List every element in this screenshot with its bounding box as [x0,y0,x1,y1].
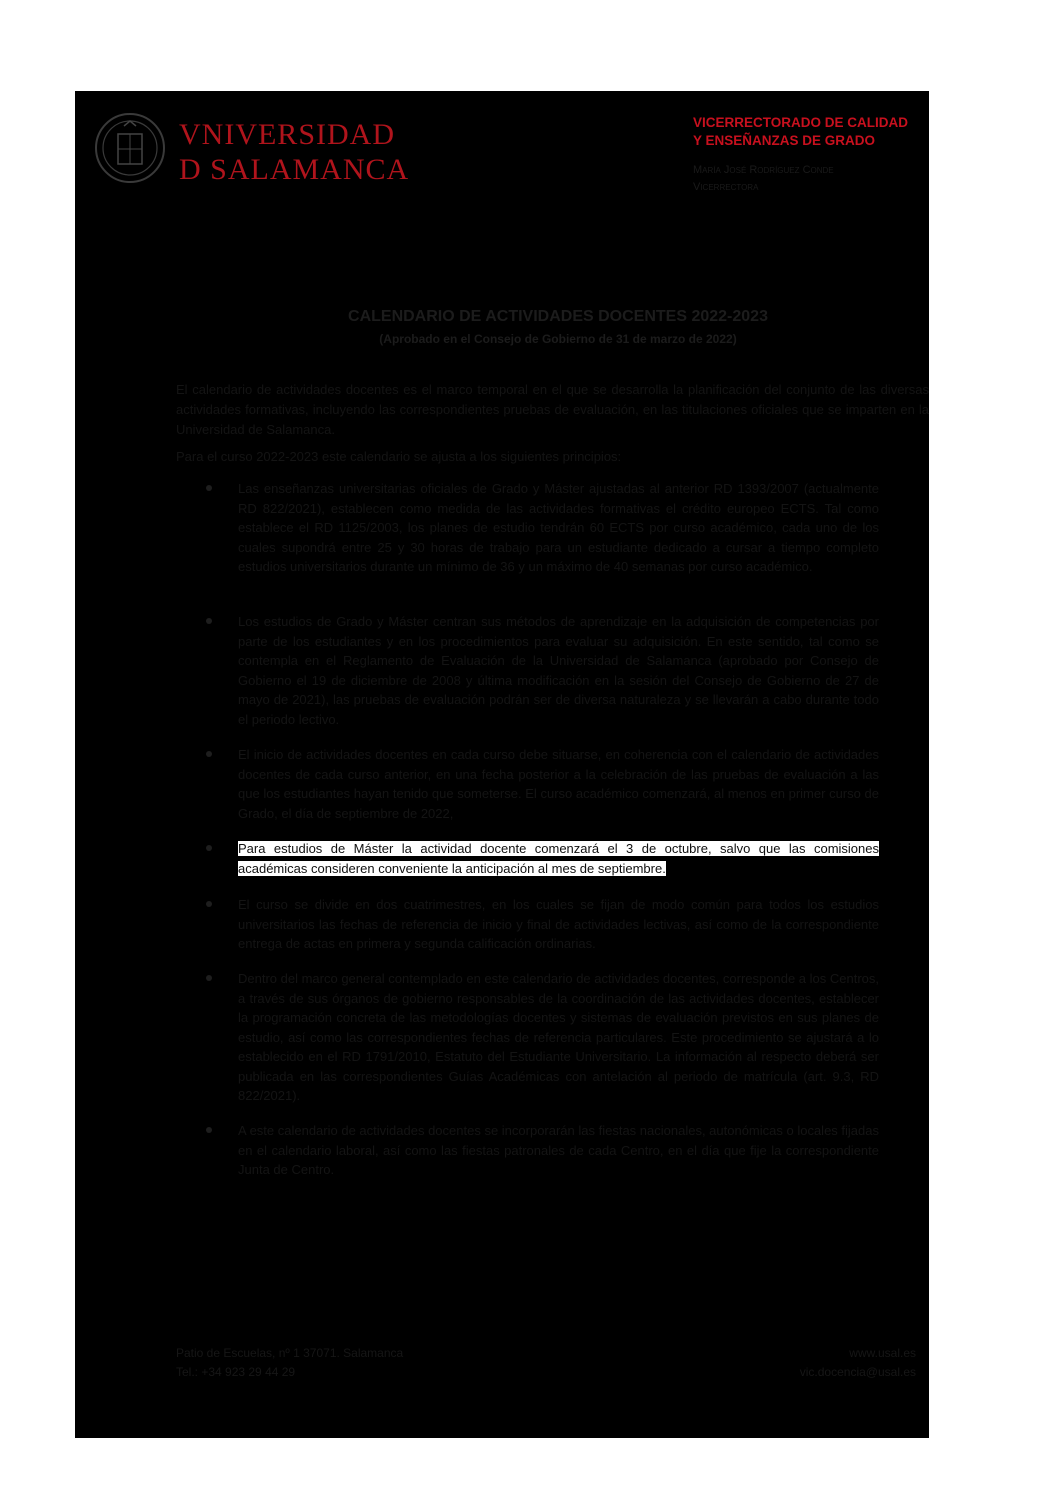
university-seal-icon [94,112,166,184]
list-item-highlighted [176,839,879,879]
document-title: CALENDARIO DE ACTIVIDADES DOCENTES 2022-2023 [348,308,768,325]
bullet-icon [206,618,212,624]
bullet-icon [206,1127,212,1133]
bullet-icon [206,751,212,757]
list-item-text: A este calendario de actividades docentes se incorporarán las fiestas nacionales, autonómicas o locales fijadas en el calendario laboral, así como las fiestas patronales de cada Centro, en el día que fije la correspondiente Junta de Centro. [238,1123,879,1177]
list-item-text: El curso se divide en dos cuatrimestres, en los cuales se fijan de modo común para todos los estudios universitarios las fechas de referencia de inicio y final de actividades lectivas, así como de la correspondiente entrega de actas en primera y segunda calificación ordinarias. [238,897,879,951]
principles-lead: Para el curso 2022-2023 este calendario se ajusta a los siguientes principios: [176,449,622,464]
list-item [176,969,879,1105]
footer-links [800,1344,916,1382]
vice-rectorate-heading [693,114,908,150]
list-item-text: Las enseñanzas universitarias oficiales de Grado y Máster ajustadas al anterior RD 1393/2007 (actualmente RD 822/2021), establecen como medida de las actividades formativas el crédito europeo ECTS. Tal como establece el RD 1125/2003, los planes de estudio tendrán 60 ECTS por curso académico, cada uno de los cuales supondrá entre 25 y 30 horas de trabajo para un estudiante dedicado a cursar a tiempo completo estudios universitarios durante un mínimo de 36 y un máximo de 40 semanas por curso académico. [238,481,879,574]
vice-rectorate-line-1: VICERRECTORADO DE CALIDAD [693,115,909,130]
list-item-text: El inicio de actividades docentes en cada curso debe situarse, en coherencia con el calendario de actividades docentes de cada curso anterior, en una fecha posterior a la celebración de las pruebas de evaluación a las que los estudiantes hayan tenido que someterse. El curso académico comenzará, al menos en primer curso de Grado, el día de septiembre de 2022, [238,747,879,821]
list-item [176,1121,879,1180]
list-item [176,612,879,729]
principles-list [176,479,879,1196]
document-subtitle: (Aprobado en el Consejo de Gobierno de 31 de marzo de 2022) [379,332,737,346]
bullet-icon [206,845,212,851]
list-item [176,895,879,953]
list-item [176,745,879,823]
document-page [75,91,929,1438]
wordmark-line-2: D SALAMANCA [179,153,410,186]
list-item-text: Los estudios de Grado y Máster centran sus métodos de aprendizaje en la adquisición de competencias por parte de los estudiantes y en los procedimientos para evaluar su adquisición. En este sentido, tal como se contempla en el Reglamento de Evaluación de la Universidad de Salamanca (aprobado por Consejo de Gobierno el 19 de diciembre de 2008 y última modificación en la sesión del Consejo de Gobierno de 27 de mayo de 2021), las pruebas de evaluación podrán ser de diversa naturaleza y se llevarán a cabo durante todo el periodo lectivo. [238,614,879,727]
list-item-text: Para estudios de Máster la actividad docente comenzará el 3 de octubre, salvo que las comisiones académicas consideren conveniente la anticipación al mes de septiembre. [238,841,879,876]
footer-phone: Tel.: +34 923 29 44 29 [176,1365,296,1379]
bullet-icon [206,485,212,491]
list-item [176,479,879,596]
footer-email-link[interactable]: vic.docencia@usal.es [799,1365,916,1379]
footer-website-link[interactable]: www.usal.es [849,1346,916,1360]
footer-contact [176,1344,403,1382]
list-item-text: Dentro del marco general contemplado en este calendario de actividades docentes, corresponde a los Centros, a través de sus órganos de gobierno responsables de la coordinación de las actividades docentes, establecer la programación concreta de las metodologías docentes y sistemas de evaluación previstos en sus planes de estudio, así como las correspondientes fechas de referencia particulares. Este procedimiento se ajustará a lo establecido en el RD 1791/2010, Estatuto del Estudiante Universitario. La información al respecto deberá ser publicada en las correspondientes Guías Académicas con antelación al periodo de matrícula (art. 9.3, RD 822/2021). [238,971,879,1103]
bullet-icon [206,901,212,907]
intro-paragraph: El calendario de actividades docentes es el marco temporal en el que se desarrolla la planificación del conjunto de las diversas actividades formativas, incluyendo las correspondientes pruebas de evaluación, en las titulaciones oficiales que se imparten en la Universidad de Salamanca. [176,382,929,437]
vice-rectorate-line-2: Y ENSEÑANZAS DE GRADO [693,133,876,148]
footer-address: Patio de Escuelas, nº 1 37071. Salamanca [176,1346,404,1360]
signatory-name: María José Rodríguez Conde [693,164,834,176]
wordmark-line-1: VNIVERSIDAD [179,118,395,151]
signatory [693,162,834,196]
university-wordmark [179,117,409,187]
signatory-role: Vicerrectora [693,181,759,193]
bullet-icon [206,975,212,981]
